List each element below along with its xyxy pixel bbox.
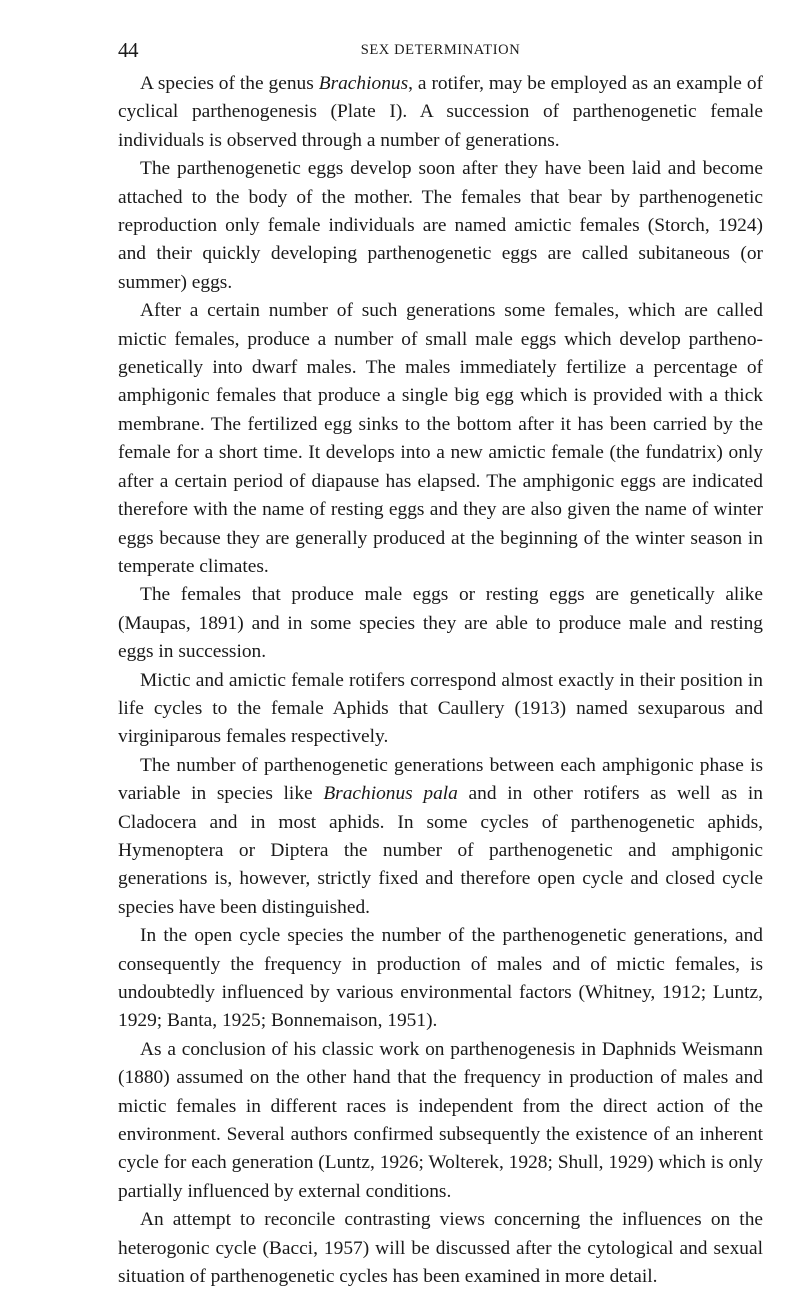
paragraph — [118, 752, 763, 922]
text-run: The females that produce male eggs or resting eggs are genetically alike (Maupas, 1891) and in some species they are able to produce male and resting eggs in succession. — [118, 584, 763, 663]
text-run: In the open cycle species the number of the parthenogenetic generations, and consequently the frequency in production of males and of mictic females, is undoubtedly influenced by various environmental factors (Whitney, 1912; Luntz, 1929; Banta, 1925; Bonnemaison, 1951). — [118, 925, 763, 1032]
paragraph — [118, 1036, 763, 1206]
page-number: 44 — [118, 38, 138, 62]
paragraph — [118, 922, 763, 1036]
paragraph — [118, 155, 763, 297]
text-run: , a rotifer, may be employed as an example of cyclical parthenogenesis (Plate I). A succession of parthenogenetic female individuals is observed through a number of generations. — [118, 73, 764, 151]
paragraph — [118, 297, 763, 581]
paragraph — [118, 581, 763, 666]
body-text — [118, 70, 763, 1291]
text-run: The number of parthenogenetic generations between each amphigonic phase is variable in species like — [118, 754, 763, 805]
running-head: SEX DETERMINATION — [360, 42, 521, 58]
page-header — [118, 38, 763, 66]
text-run: A species of the genus — [140, 73, 319, 94]
paragraph — [118, 1206, 763, 1291]
text-run: Mictic and amictic female rotifers correspond almost exactly in their position in life cycles to the female Aphids that Caullery (1913) named sexuparous and virginiparous females respectively. — [118, 669, 763, 748]
text-run: An attempt to reconcile contrasting views concerning the influences on the heterogonic cycle (Bacci, 1957) will be discussed after the cytological and sexual situation of parthenogenetic cycles has been examined in more detail. — [118, 1209, 763, 1288]
italic-text: Brachionus pala — [323, 783, 458, 805]
text-run: As a conclusion of his classic work on parthenogenesis in Daphnids Weismann (1880) assumed on the other hand that the frequency in production of males and mictic females in different races is independent from the direct action of the environment. Several authors confirmed subsequently the existence of an inherent cycle for each generation (Luntz, 1926; Wolterek, 1928; Shull, 1929) which is only partially influenced by external conditions. — [118, 1038, 763, 1202]
paragraph — [118, 70, 763, 155]
text-run: and in other rotifers as well as in Cladocera and in most aphids. In some cycles of parthenogenetic aphids, Hymenoptera or Diptera the number of parthenogenetic and amphigonic generations is, however, strictly fixed and therefore open cycle and closed cycle species have been distinguished. — [118, 783, 763, 918]
italic-text: Brachionus — [318, 73, 409, 94]
paragraph — [118, 667, 763, 752]
text-run: After a certain number of such generations some females, which are called mictic females, produce a number of small male eggs which develop parthenogenetically into dwarf males. The males immediately fertilize a percentage of amphigonic females that produce a single big egg which is provided with a thick membrane. The fertilized egg sinks to the bottom after it has been carried by the female for a short time. It develops into a new amictic female (the fundatrix) only after a certain period of diapause has elapsed. The amphigonic eggs are indicated therefore with the name of resting eggs and they are also given the name of winter eggs because they are generally produced at the beginning of the winter season in temperate climates. — [118, 300, 763, 577]
text-run: The parthenogenetic eggs develop soon after they have been laid and become attached to the body of the mother. The females that bear by parthenogenetic reproduction only female individuals are named amictic females (Storch, 1924) and their quickly developing parthenogenetic eggs are called subitaneous (or summer) eggs. — [118, 158, 763, 293]
